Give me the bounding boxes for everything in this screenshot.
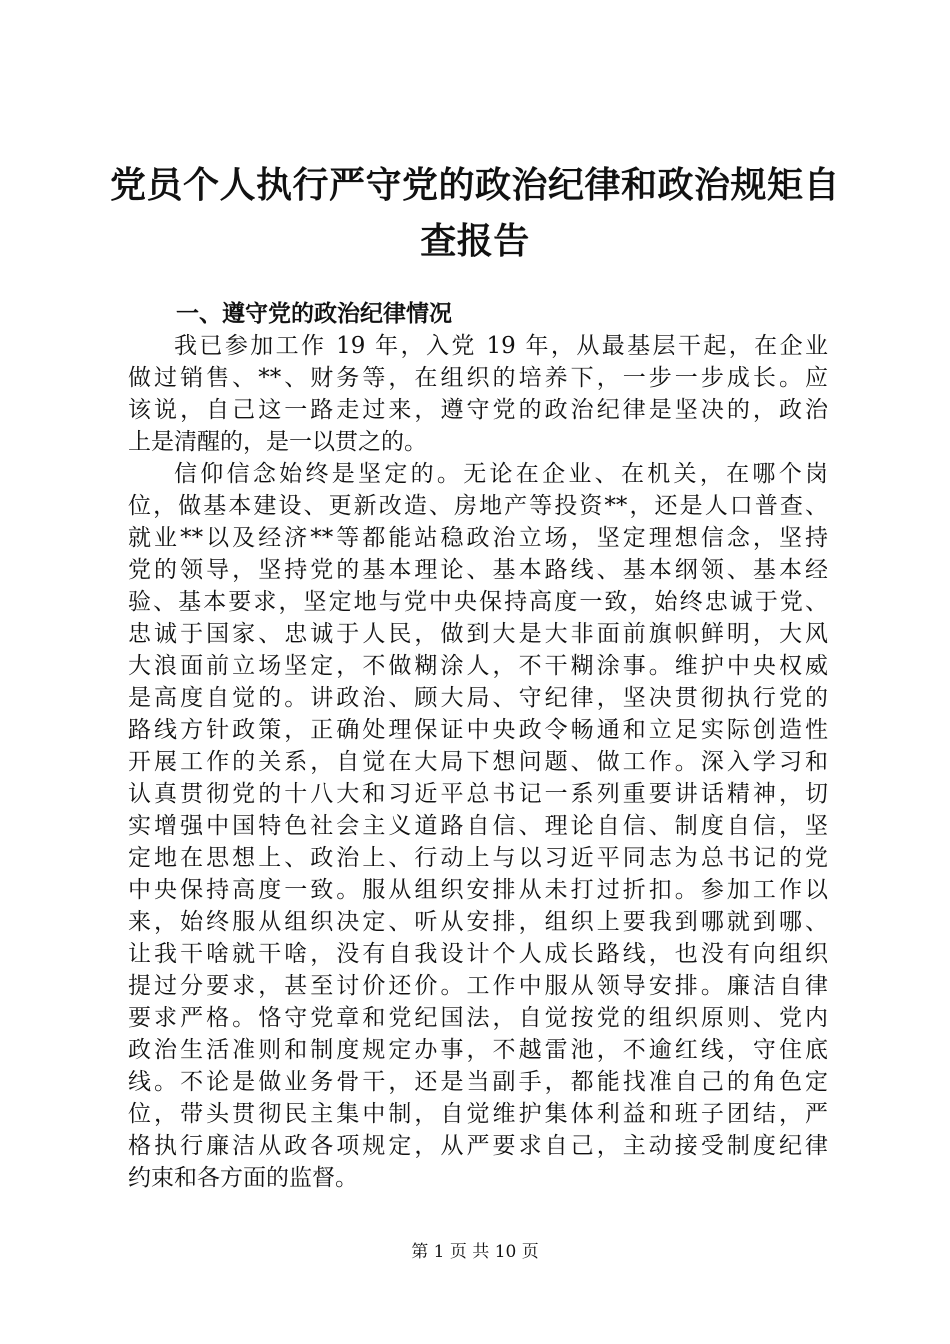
- paragraph-2-line: 实增强中国特色社会主义道路自信、理论自信、制度自信，坚: [128, 813, 828, 839]
- title-line-1: 党员个人执行严守党的政治纪律和政治规矩自: [109, 165, 840, 206]
- paragraph-1-line: 做过销售、**、财务等，在组织的培养下，一步一步成长。应: [128, 365, 828, 391]
- paragraph-2-line: 就业**以及经济**等都能站稳政治立场，坚定理想信念，坚持: [128, 525, 828, 551]
- paragraph-1-line: 我已参加工作 19 年，入党 19 年，从最基层干起，在企业: [174, 333, 828, 359]
- paragraph-2-line: 信仰信念始终是坚定的。无论在企业、在机关，在哪个岗: [174, 461, 828, 487]
- paragraph-2-line: 路线方针政策，正确处理保证中央政令畅通和立足实际创造性: [128, 717, 828, 743]
- paragraph-2-line: 位，带头贯彻民主集中制，自觉维护集体利益和班子团结，严: [128, 1101, 828, 1127]
- paragraph-2-line: 定地在思想上、政治上、行动上与以习近平同志为总书记的党: [128, 845, 828, 871]
- paragraph-2-line: 是高度自觉的。讲政治、顾大局、守纪律，坚决贯彻执行党的: [128, 685, 828, 711]
- paragraph-2-line: 提过分要求，甚至讨价还价。工作中服从领导安排。廉洁自律: [128, 973, 828, 999]
- paragraph-2-line: 中央保持高度一致。服从组织安排从未打过折扣。参加工作以: [128, 877, 828, 903]
- paragraph-2-line: 要求严格。恪守党章和党纪国法，自觉按党的组织原则、党内: [128, 1005, 828, 1031]
- paragraph-2-line: 线。不论是做业务骨干，还是当副手，都能找准自己的角色定: [128, 1069, 828, 1095]
- paragraph-2-line: 政治生活准则和制度规定办事，不越雷池，不逾红线，守住底: [128, 1037, 828, 1063]
- document-title: [100, 158, 850, 270]
- page-footer: 第 1 页 共 10 页: [411, 1242, 539, 1262]
- section-heading: 一、遵守党的政治纪律情况: [176, 301, 452, 327]
- paragraph-2-line: 约束和各方面的监督。: [128, 1165, 358, 1191]
- paragraph-2-line: 开展工作的关系，自觉在大局下想问题、做工作。深入学习和: [128, 749, 828, 775]
- paragraph-2-line: 验、基本要求，坚定地与党中央保持高度一致，始终忠诚于党、: [128, 589, 828, 615]
- paragraph-2-line: 党的领导，坚持党的基本理论、基本路线、基本纲领、基本经: [128, 557, 828, 583]
- paragraph-2-line: 忠诚于国家、忠诚于人民，做到大是大非面前旗帜鲜明，大风: [128, 621, 828, 647]
- paragraph-2-line: 让我干啥就干啥，没有自我设计个人成长路线，也没有向组织: [128, 941, 828, 967]
- title-line-2: 查报告: [420, 221, 530, 262]
- paragraph-2-line: 大浪面前立场坚定，不做糊涂人，不干糊涂事。维护中央权威: [128, 653, 828, 679]
- body-text: [128, 330, 828, 1194]
- paragraph-1-line: 上是清醒的，是一以贯之的。: [128, 429, 427, 455]
- paragraph-2-line: 位，做基本建设、更新改造、房地产等投资**，还是人口普查、: [128, 493, 828, 519]
- paragraph-2-line: 认真贯彻党的十八大和习近平总书记一系列重要讲话精神，切: [128, 781, 828, 807]
- paragraph-2-line: 格执行廉洁从政各项规定，从严要求自己，主动接受制度纪律: [128, 1133, 828, 1159]
- paragraph-2-line: 来，始终服从组织决定、听从安排，组织上要我到哪就到哪、: [128, 909, 828, 935]
- paragraph-1-line: 该说，自己这一路走过来，遵守党的政治纪律是坚决的，政治: [128, 397, 828, 423]
